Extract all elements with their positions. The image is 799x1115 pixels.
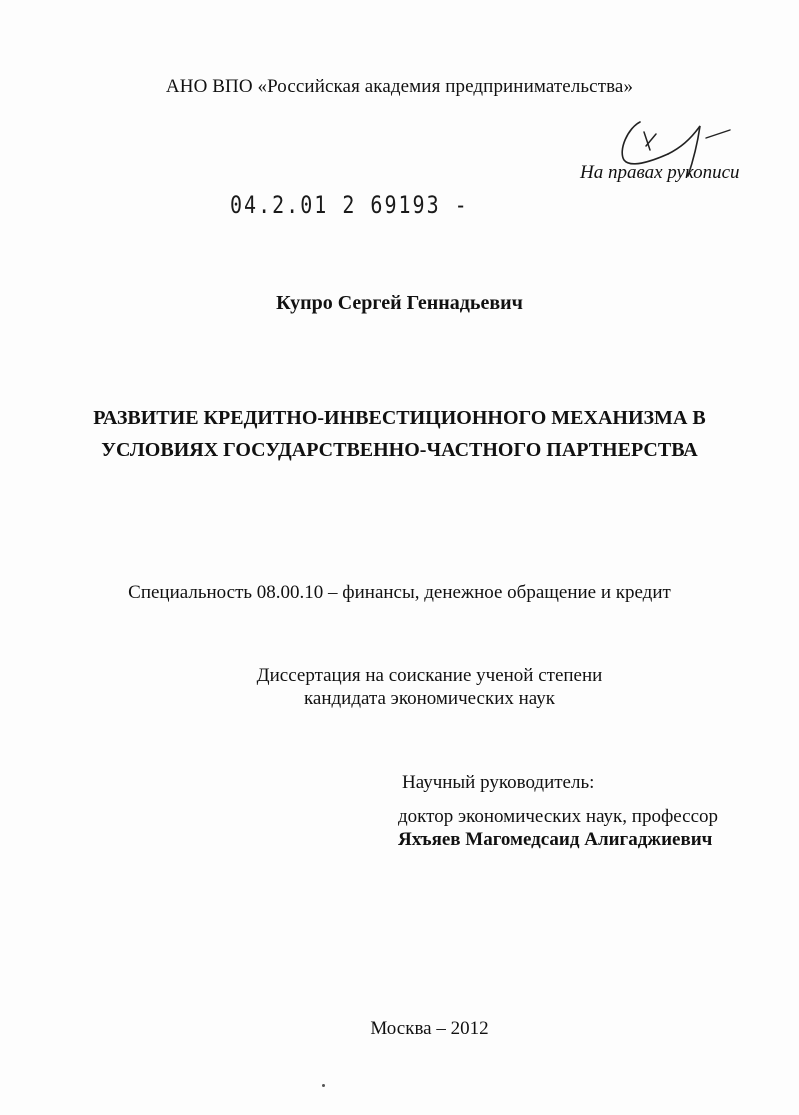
city-year: Москва – 2012 — [370, 1018, 489, 1039]
supervisor-credentials: доктор экономических наук, профессор — [398, 806, 719, 827]
degree-line-1: Диссертация на соискание ученой степени — [256, 665, 603, 686]
supervisor-name: Яхъяев Магомедсаид Алигаджиевич — [398, 829, 713, 850]
dissertation-title — [0, 402, 799, 466]
supervisor-label: Научный руководитель: — [402, 772, 595, 793]
manuscript-rights-note: На правах рукописи — [580, 162, 740, 183]
degree-statement — [0, 664, 799, 710]
degree-line-2: кандидата экономических наук — [303, 688, 556, 709]
title-line-2: УСЛОВИЯХ ГОСУДАРСТВЕННО-ЧАСТНОГО ПАРТНЕРСТВА — [101, 439, 698, 461]
registration-code-stamp: 04.2.01 2 69193 - — [230, 190, 469, 219]
specialty-line: Специальность 08.00.10 – финансы, денежное обращение и кредит — [128, 582, 671, 603]
title-line-1: РАЗВИТИЕ КРЕДИТНО-ИНВЕСТИЦИОННОГО МЕХАНИЗМА В — [93, 407, 706, 429]
scan-speck — [322, 1084, 325, 1087]
author-name: Купро Сергей Геннадьевич — [276, 292, 523, 314]
institution-name: АНО ВПО «Российская академия предпринимательства» — [165, 76, 634, 97]
